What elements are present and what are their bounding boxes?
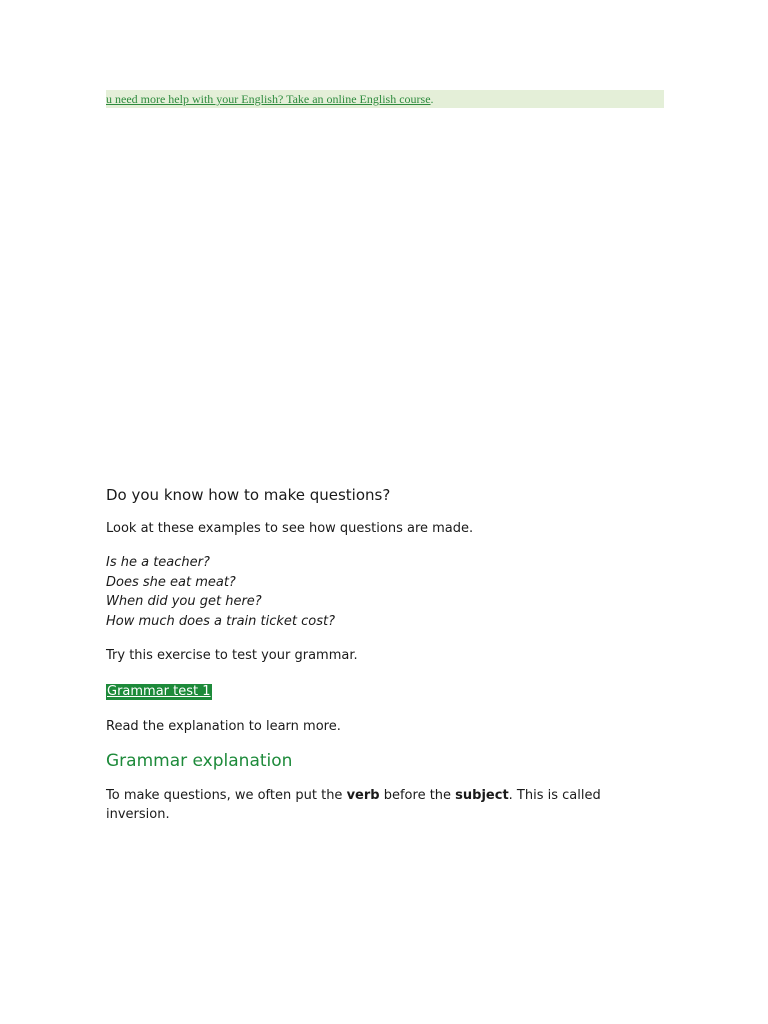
explanation-part-1: To make questions, we often put the	[106, 788, 347, 803]
example-questions	[106, 553, 666, 631]
online-course-link[interactable]: u need more help with your English? Take an online English course	[106, 92, 431, 106]
promo-banner-period: .	[430, 92, 434, 106]
grammar-explanation-heading: Grammar explanation	[106, 751, 293, 771]
subject-term: subject	[455, 788, 509, 803]
page-question-title: Do you know how to make questions?	[106, 486, 391, 504]
example-question: When did you get here?	[106, 594, 262, 609]
exercise-prompt: Try this exercise to test your grammar.	[106, 648, 358, 663]
example-question: Does she eat meat?	[106, 574, 236, 590]
grammar-test-link[interactable]: Grammar test 1	[107, 684, 211, 699]
explanation-part-2: before the	[379, 788, 456, 803]
read-more-text: Read the explanation to learn more.	[106, 719, 341, 734]
promo-banner	[106, 90, 664, 108]
intro-text: Look at these examples to see how questions are made.	[106, 521, 474, 536]
example-question: Is he a teacher?	[106, 555, 210, 570]
main-content	[106, 484, 666, 824]
verb-term: verb	[346, 788, 380, 803]
explanation-text	[106, 786, 666, 824]
example-question: How much does a train ticket cost?	[106, 613, 335, 629]
explanation-part-3: . This is called inversion.	[106, 788, 601, 822]
